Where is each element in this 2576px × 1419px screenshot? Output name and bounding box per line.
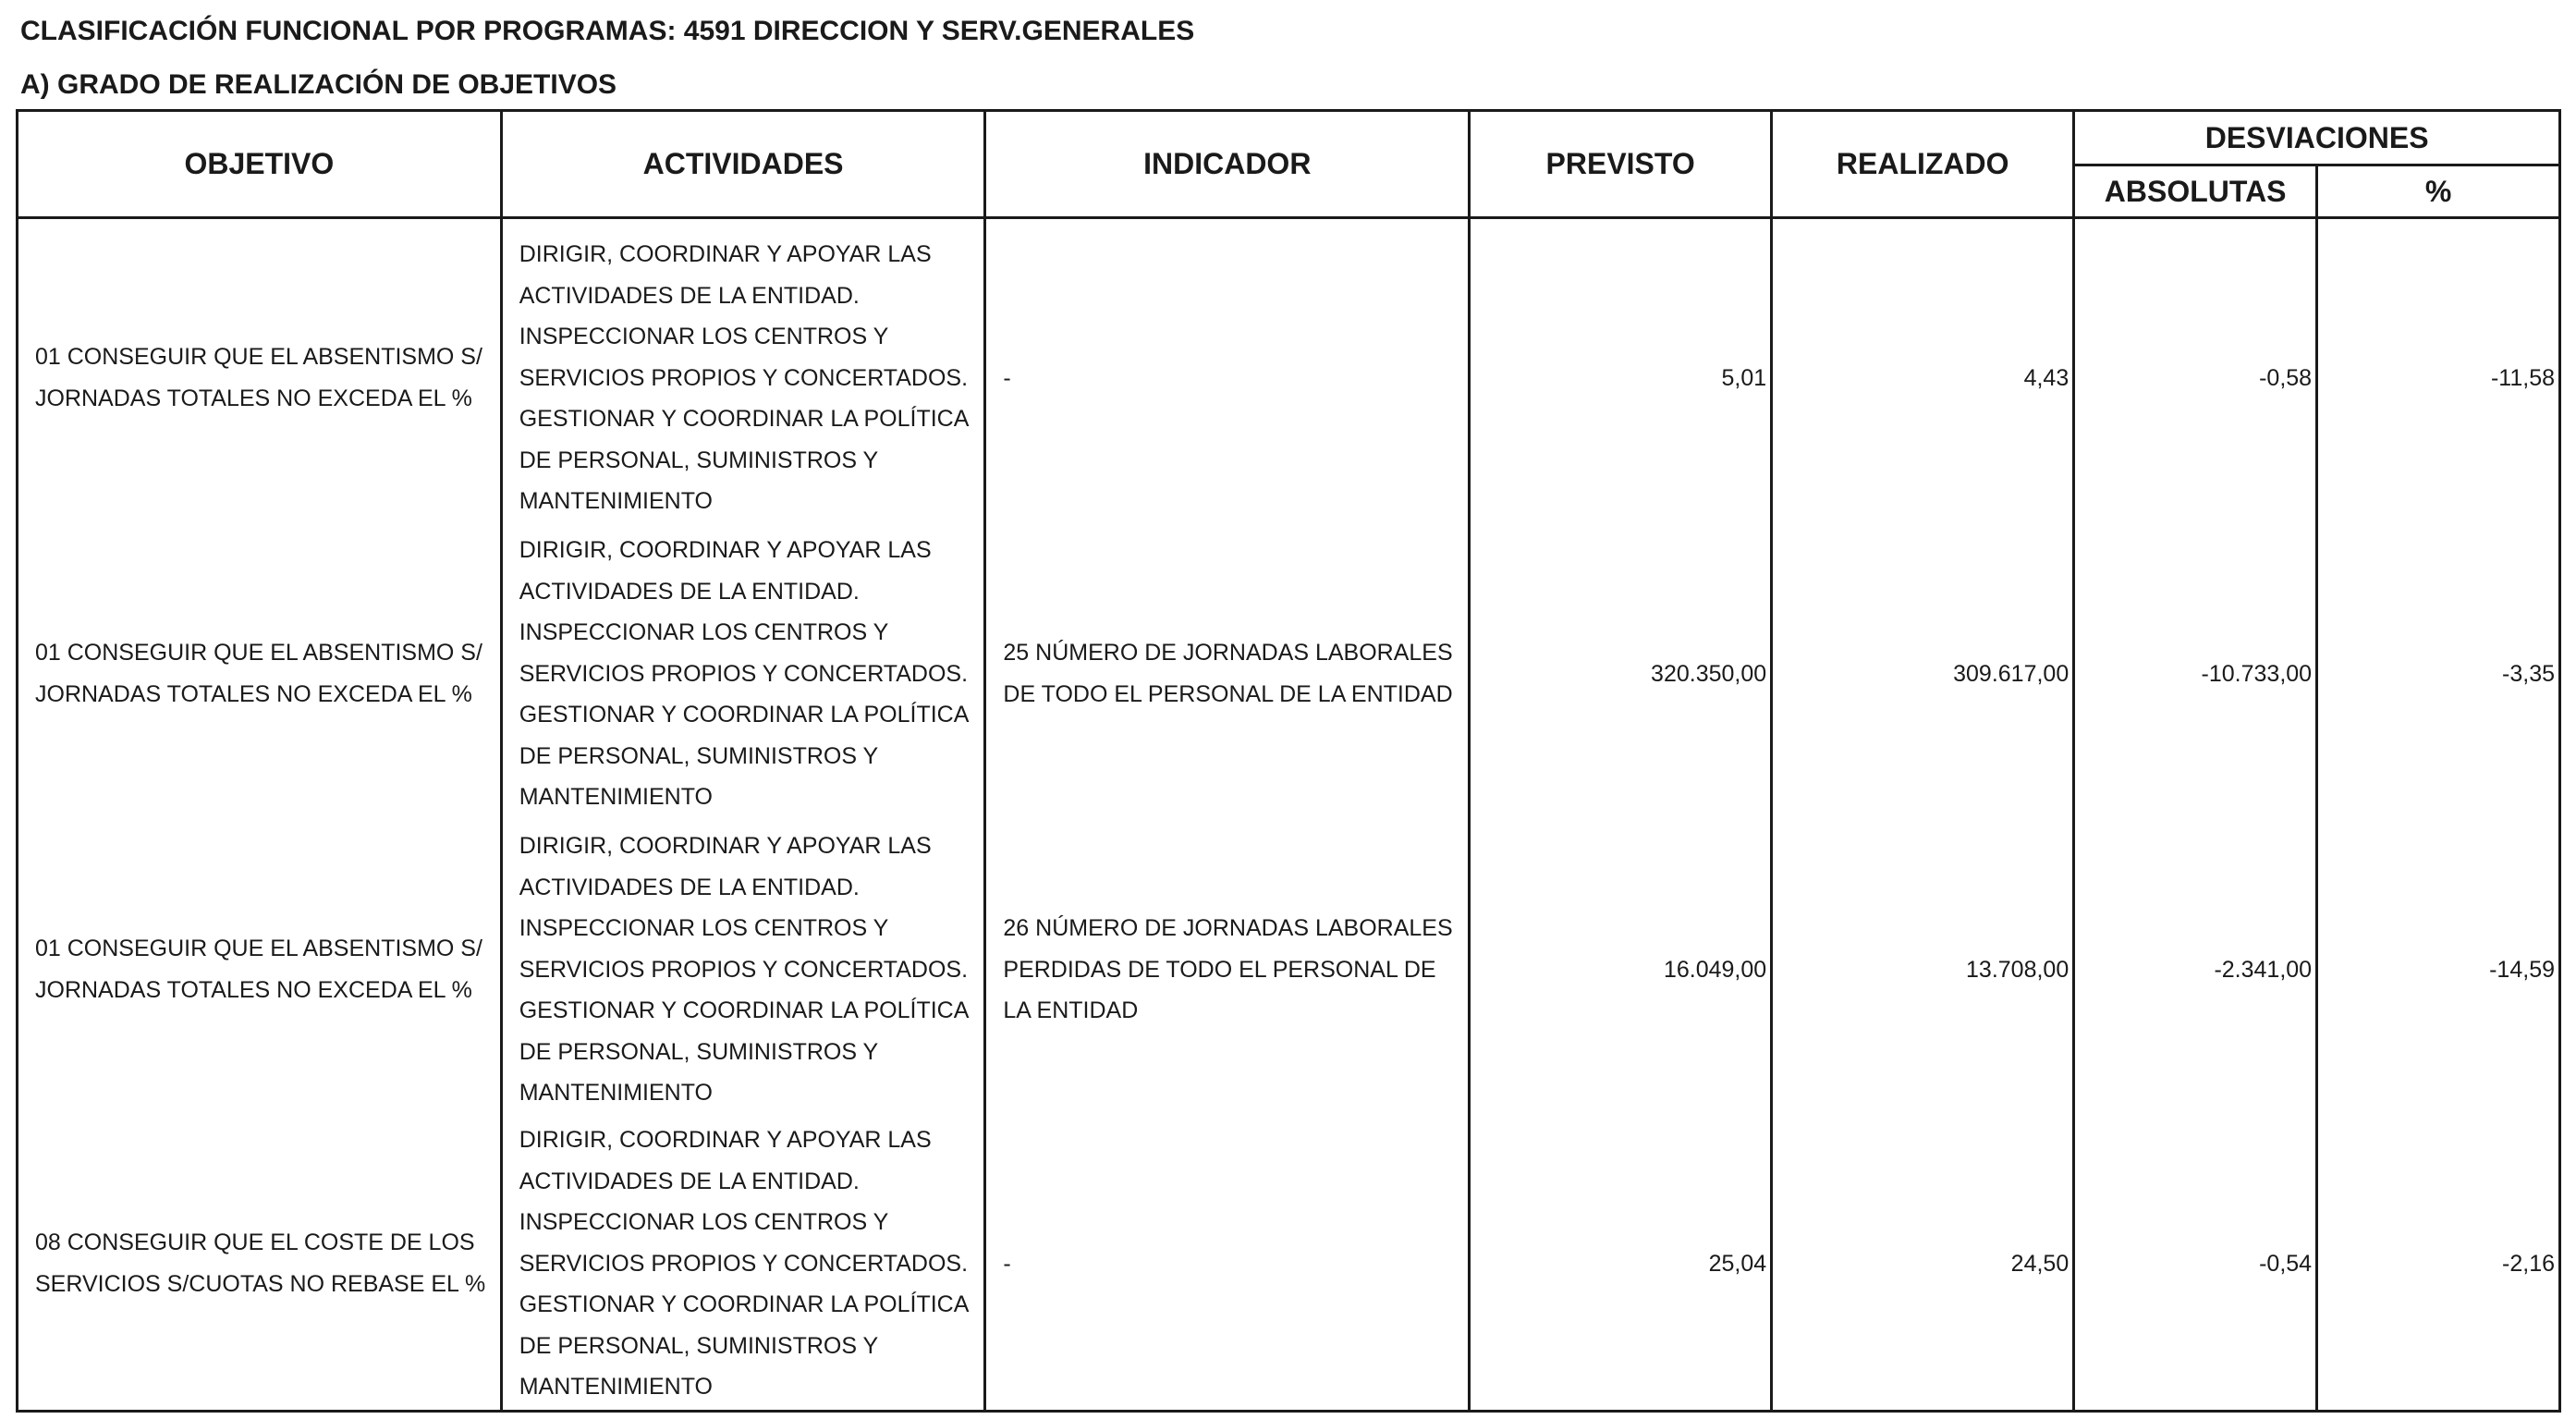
- column-header-objetivo: OBJETIVO: [18, 111, 502, 218]
- actividades-cell: [501, 822, 985, 1118]
- column-header-absolutas: ABSOLUTAS: [2074, 165, 2317, 218]
- actividades-cell-line: DE PERSONAL, SUMINISTROS Y: [519, 446, 879, 473]
- indicador-cell-line: DE TODO EL PERSONAL DE LA ENTIDAD: [1003, 681, 1453, 707]
- column-header-desviaciones: DESVIACIONES: [2074, 111, 2560, 165]
- actividades-cell-line: GESTIONAR Y COORDINAR LA POLÍTICA: [519, 702, 970, 728]
- actividades-cell-line: ACTIVIDADES DE LA ENTIDAD.: [519, 578, 860, 605]
- indicador-cell-line: LA ENTIDAD: [1003, 997, 1139, 1024]
- actividades-cell-line: MANTENIMIENTO: [519, 1080, 713, 1107]
- objetivo-cell-line: JORNADAS TOTALES NO EXCEDA EL %: [35, 977, 472, 1003]
- objetivo-cell: [18, 218, 502, 527]
- realizado-cell: 13.708,00: [1772, 822, 2074, 1118]
- objetivo-cell: [18, 1118, 502, 1412]
- actividades-cell-line: DIRIGIR, COORDINAR Y APOYAR LAS: [519, 536, 932, 563]
- objetivo-cell: [18, 822, 502, 1118]
- objetivo-cell-line: 01 CONSEGUIR QUE EL ABSENTISMO S/: [35, 936, 482, 962]
- indicador-cell-line: PERDIDAS DE TODO EL PERSONAL DE: [1003, 956, 1436, 983]
- column-header-actividades: ACTIVIDADES: [501, 111, 985, 218]
- actividades-cell-line: MANTENIMIENTO: [519, 784, 713, 811]
- actividades-cell-line: DE PERSONAL, SUMINISTROS Y: [519, 742, 879, 769]
- column-header-indicador: INDICADOR: [985, 111, 1470, 218]
- indicador-cell-line: -: [1003, 1250, 1011, 1277]
- indicador-cell-line: 26 NÚMERO DE JORNADAS LABORALES: [1003, 915, 1453, 942]
- actividades-cell-line: INSPECCIONAR LOS CENTROS Y: [519, 1209, 889, 1236]
- previsto-cell: 25,04: [1470, 1118, 1772, 1412]
- actividades-cell-line: SERVICIOS PROPIOS Y CONCERTADOS.: [519, 660, 969, 687]
- indicador-cell: [985, 822, 1470, 1118]
- actividades-cell-line: DE PERSONAL, SUMINISTROS Y: [519, 1038, 879, 1065]
- porcentaje-cell: -3,35: [2317, 526, 2560, 822]
- actividades-cell: [501, 1118, 985, 1412]
- page-title: CLASIFICACIÓN FUNCIONAL POR PROGRAMAS: 4591 DIRECCION Y SERV.GENERALES: [20, 16, 1195, 46]
- absolutas-cell: -10.733,00: [2074, 526, 2317, 822]
- column-header-previsto: PREVISTO: [1470, 111, 1772, 218]
- absolutas-cell: -0,58: [2074, 218, 2317, 527]
- actividades-cell-line: GESTIONAR Y COORDINAR LA POLÍTICA: [519, 1291, 970, 1318]
- actividades-cell-line: GESTIONAR Y COORDINAR LA POLÍTICA: [519, 997, 970, 1024]
- objetivo-cell-line: JORNADAS TOTALES NO EXCEDA EL %: [35, 681, 472, 707]
- actividades-cell-line: GESTIONAR Y COORDINAR LA POLÍTICA: [519, 406, 970, 433]
- indicador-cell-line: 25 NÚMERO DE JORNADAS LABORALES: [1003, 640, 1453, 667]
- table-row: [18, 218, 2560, 527]
- actividades-cell: [501, 526, 985, 822]
- indicador-cell: [985, 526, 1470, 822]
- objetivo-cell-line: JORNADAS TOTALES NO EXCEDA EL %: [35, 385, 472, 411]
- actividades-cell-line: MANTENIMIENTO: [519, 488, 713, 515]
- column-header-realizado: REALIZADO: [1772, 111, 2074, 218]
- objectives-table: [16, 109, 2561, 1413]
- indicador-cell: [985, 1118, 1470, 1412]
- actividades-cell-line: ACTIVIDADES DE LA ENTIDAD.: [519, 282, 860, 309]
- actividades-cell-line: SERVICIOS PROPIOS Y CONCERTADOS.: [519, 364, 969, 391]
- section-title: A) GRADO DE REALIZACIÓN DE OBJETIVOS: [20, 69, 617, 100]
- previsto-cell: 5,01: [1470, 218, 1772, 527]
- actividades-cell-line: DIRIGIR, COORDINAR Y APOYAR LAS: [519, 1126, 932, 1153]
- realizado-cell: 4,43: [1772, 218, 2074, 527]
- realizado-cell: 24,50: [1772, 1118, 2074, 1412]
- table-row: [18, 822, 2560, 1118]
- table-row: [18, 526, 2560, 822]
- porcentaje-cell: -14,59: [2317, 822, 2560, 1118]
- indicador-cell: [985, 218, 1470, 527]
- objetivo-cell-line: SERVICIOS S/CUOTAS NO REBASE EL %: [35, 1271, 486, 1297]
- previsto-cell: 320.350,00: [1470, 526, 1772, 822]
- absolutas-cell: -2.341,00: [2074, 822, 2317, 1118]
- table-row: [18, 1118, 2560, 1412]
- actividades-cell-line: DIRIGIR, COORDINAR Y APOYAR LAS: [519, 240, 932, 267]
- porcentaje-cell: -11,58: [2317, 218, 2560, 527]
- actividades-cell-line: ACTIVIDADES DE LA ENTIDAD.: [519, 874, 860, 900]
- column-header-porcentaje: %: [2317, 165, 2560, 218]
- actividades-cell-line: SERVICIOS PROPIOS Y CONCERTADOS.: [519, 1250, 969, 1277]
- actividades-cell: [501, 218, 985, 527]
- actividades-cell-line: INSPECCIONAR LOS CENTROS Y: [519, 324, 889, 350]
- objetivo-cell-line: 01 CONSEGUIR QUE EL ABSENTISMO S/: [35, 640, 482, 667]
- objetivo-cell: [18, 526, 502, 822]
- previsto-cell: 16.049,00: [1470, 822, 1772, 1118]
- porcentaje-cell: -2,16: [2317, 1118, 2560, 1412]
- actividades-cell-line: INSPECCIONAR LOS CENTROS Y: [519, 915, 889, 942]
- actividades-cell-line: INSPECCIONAR LOS CENTROS Y: [519, 619, 889, 646]
- absolutas-cell: -0,54: [2074, 1118, 2317, 1412]
- objetivo-cell-line: 08 CONSEGUIR QUE EL COSTE DE LOS: [35, 1229, 475, 1256]
- actividades-cell-line: DIRIGIR, COORDINAR Y APOYAR LAS: [519, 832, 932, 859]
- realizado-cell: 309.617,00: [1772, 526, 2074, 822]
- actividades-cell-line: MANTENIMIENTO: [519, 1374, 713, 1401]
- objetivo-cell-line: 01 CONSEGUIR QUE EL ABSENTISMO S/: [35, 344, 482, 371]
- actividades-cell-line: DE PERSONAL, SUMINISTROS Y: [519, 1332, 879, 1359]
- indicador-cell-line: -: [1003, 364, 1011, 391]
- actividades-cell-line: SERVICIOS PROPIOS Y CONCERTADOS.: [519, 956, 969, 983]
- actividades-cell-line: ACTIVIDADES DE LA ENTIDAD.: [519, 1168, 860, 1194]
